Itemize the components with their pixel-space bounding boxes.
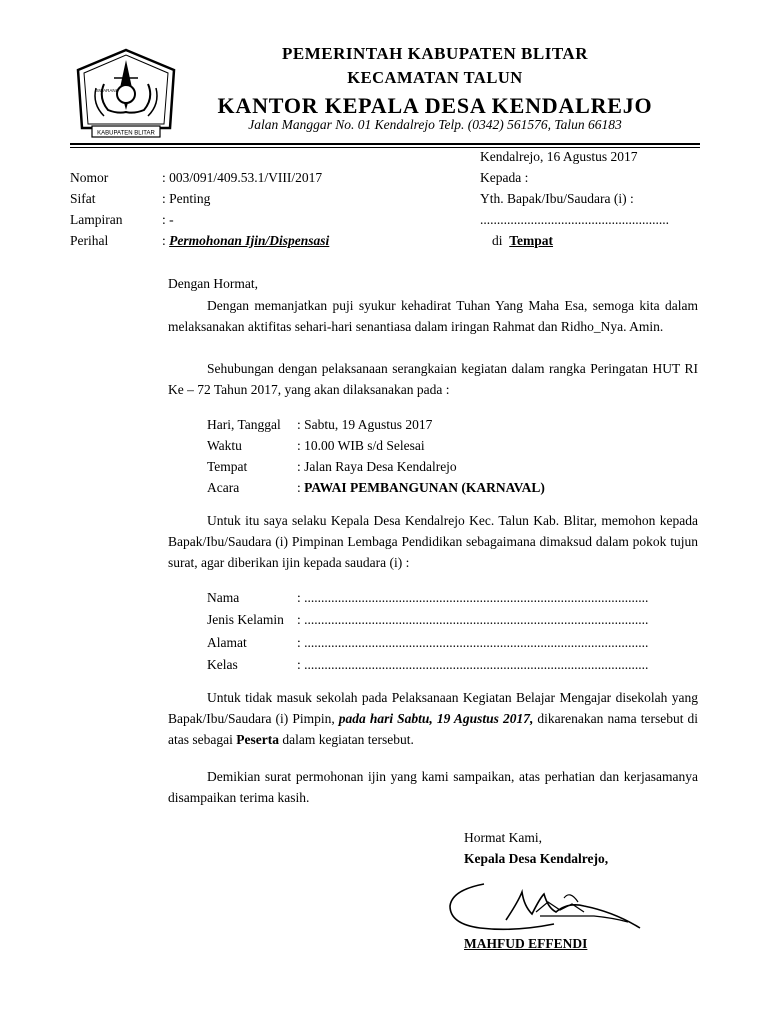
signatory-title: Kepala Desa Kendalrejo,	[464, 851, 609, 866]
paragraph-5: Demikian surat permohonan ijin yang kami sampaikan, atas perhatian dan kerjasamanya disampaikan terima kasih.	[168, 769, 698, 805]
field-jenis-kelamin	[207, 612, 707, 632]
logo-motto: SWARANI	[96, 88, 117, 93]
sifat-label: Sifat	[70, 191, 96, 206]
field-nama-label: Nama	[207, 590, 240, 605]
perihal-colon: :	[162, 233, 170, 248]
header-district: KECAMATAN TALUN	[347, 68, 523, 87]
field-kelas	[207, 657, 707, 677]
paragraph-1: Dengan memanjatkan puji syukur kehadirat Tuhan Yang Maha Esa, semoga kita dalam melaksanakan aktifitas sehari-hari senantiasa dalam iringan Rahmat dan Ridho_Nya. Amin.	[168, 298, 698, 334]
meta-nomor	[70, 170, 710, 190]
signatory-name: MAHFUD EFFENDI	[464, 936, 588, 951]
field-alamat	[207, 635, 707, 655]
field-kelas-blank: : ......................................................................................................	[297, 657, 649, 672]
paragraph-3: Untuk itu saya selaku Kepala Desa Kendalrejo Kec. Talun Kab. Blitar, memohon kepada Bapak/Ibu/Saudara (i) Pimpinan Lembaga Pendidikan sebagaimana dimaksud dalam pokok tujun surat, agar diberikan ijin kepada saudara (i) :	[168, 513, 698, 570]
nomor-value: : 003/091/409.53.1/VIII/2017	[162, 170, 323, 185]
header-rule-thin	[70, 147, 700, 148]
para4-text-a: Untuk tidak masuk sekolah pada Pelaksanaan Kegiatan Belajar Mengajar disekolah yang Bapak/Ibu/Saudara (i) Pimpin,	[168, 690, 698, 726]
field-alamat-blank: : ......................................................................................................	[297, 635, 649, 650]
header-address: Jalan Manggar No. 01 Kendalrejo Telp. (0342) 561576, Talun 66183	[248, 117, 622, 132]
paragraph-2: Sehubungan dengan pelaksanaan serangkaian kegiatan dalam rangka Peringatan HUT RI Ke – 72 Tahun 2017, yang akan dilaksanakan pada :	[168, 361, 698, 397]
perihal-label: Perihal	[70, 233, 109, 248]
event-hari-value: : Sabtu, 19 Agustus 2017	[297, 417, 433, 432]
recipient-yth: Yth. Bapak/Ibu/Saudara (i) :	[480, 191, 634, 206]
event-waktu-label: Waktu	[207, 438, 242, 453]
event-acara-label: Acara	[207, 480, 240, 495]
meta-lampiran	[70, 212, 710, 232]
event-waktu	[207, 438, 707, 458]
di-label: di	[492, 233, 503, 248]
field-jk-label: Jenis Kelamin	[207, 612, 284, 627]
closing: Hormat Kami,	[464, 830, 542, 845]
paragraph-4	[168, 687, 698, 750]
letter-date: Kendalrejo, 16 Agustus 2017	[480, 149, 638, 164]
field-nama	[207, 590, 707, 610]
nomor-label: Nomor	[70, 170, 109, 185]
meta-perihal	[70, 233, 710, 253]
recipient-dots: ........................................................	[480, 212, 669, 227]
field-kelas-label: Kelas	[207, 657, 238, 672]
header-government: PEMERINTAH KABUPATEN BLITAR	[282, 44, 588, 63]
para4-peserta: Peserta	[236, 732, 279, 747]
event-acara-value: PAWAI PEMBANGUNAN (KARNAVAL)	[304, 480, 545, 495]
event-tempat-label: Tempat	[207, 459, 248, 474]
lampiran-value: : -	[162, 212, 174, 227]
lampiran-label: Lampiran	[70, 212, 123, 227]
field-alamat-label: Alamat	[207, 635, 247, 650]
field-jk-blank: : ......................................................................................................	[297, 612, 649, 627]
para4-text-c: dikarenakan nama tersebut di atas sebagai	[168, 711, 699, 747]
sifat-value: : Penting	[162, 191, 211, 206]
perihal-value: Permohonan Ijin/Dispensasi	[169, 233, 330, 248]
event-acara	[207, 480, 707, 500]
event-hari	[207, 417, 707, 437]
kabupaten-blitar-logo	[74, 48, 178, 140]
event-tempat	[207, 459, 707, 479]
header-office: KANTOR KEPALA DESA KENDALREJO	[217, 93, 653, 118]
para4-text-e: dalam kegiatan tersebut.	[282, 732, 414, 747]
meta-sifat	[70, 191, 710, 211]
header-rule-thick	[70, 143, 700, 145]
event-hari-label: Hari, Tanggal	[207, 417, 281, 432]
tempat-label: Tempat	[509, 233, 554, 248]
event-tempat-value: : Jalan Raya Desa Kendalrejo	[297, 459, 457, 474]
event-waktu-value: : 10.00 WIB s/d Selesai	[297, 438, 425, 453]
event-acara-colon: :	[297, 480, 305, 495]
field-nama-blank: : ......................................................................................................	[297, 590, 649, 605]
kepada-label: Kepada :	[480, 170, 529, 185]
para4-date: pada hari Sabtu, 19 Agustus 2017,	[338, 711, 534, 726]
handwritten-signature	[444, 872, 644, 940]
greeting: Dengan Hormat,	[168, 276, 258, 291]
logo-caption: KABUPATEN BLITAR	[97, 130, 155, 137]
